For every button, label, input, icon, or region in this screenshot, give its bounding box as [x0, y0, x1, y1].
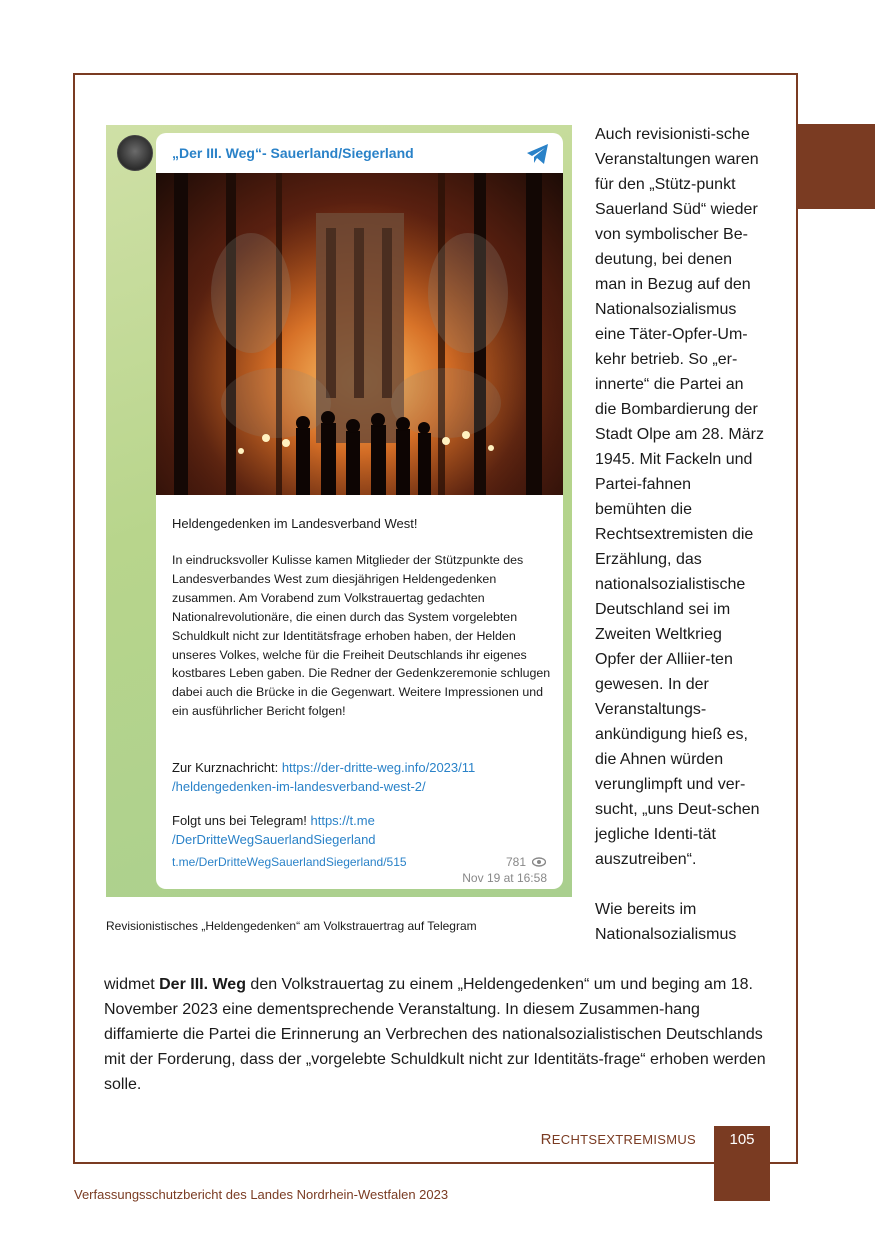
- post-body: In eindrucksvoller Kulisse kamen Mitglieder der Stützpunkte des Landesverbandes West zum diesjährigen Heldengedenken zusammen. Am Vorabend zum Volkstrauertag gedachten Nationalrevolutionäre, die einen durch das System vorgelebten Schuldkult nicht zur Identitätsfrage erhoben haben, der Helden unseres Volkes, welche für die Freiheit Deutschlands ihr eigenes kostbares Leben gaben. Die Redner der Gedenkzeremonie schlugen dabei auch die Brücke in die Gegenwart. Weitere Impressionen und ein ausführlicher Bericht folgen!: [172, 553, 551, 719]
- message-card: [156, 133, 563, 889]
- telegram-icon: [526, 143, 550, 165]
- section-label-rest: ECHTSEXTREMISMUS: [551, 1132, 696, 1147]
- post-timestamp: Nov 19 at 16:58: [462, 871, 547, 885]
- ceremony-photo-scene: [156, 173, 563, 495]
- figure-caption: Revisionistisches „Heldengedenken“ am Volkstrauertrag auf Telegram: [106, 919, 477, 933]
- side-paragraph-2: Wie bereits im Nationalsozialismus: [595, 901, 737, 943]
- telegram-screenshot: [106, 125, 572, 897]
- view-count: 781: [506, 855, 527, 869]
- short-news-line: [172, 758, 552, 796]
- body-paragraph: [104, 972, 769, 1097]
- section-label: [500, 1131, 696, 1148]
- telegram-link[interactable]: https://t.me /DerDritteWegSauerlandSiegerland: [172, 813, 376, 847]
- short-news-label: Zur Kurznachricht:: [172, 760, 282, 775]
- section-label-initial: R: [540, 1131, 552, 1148]
- side-paragraph-1: Auch revisionisti-sche Veranstaltungen waren für den „Stütz-punkt Sauerland Süd“ wieder von symbolischer Be-deutung, bei denen man in Bezug auf den Nationalsozialismus eine Täter-Opfer-Um-kehr betrieb. So „er-innerte“ die Partei an die Bombardierung der Stadt Olpe am 28. März 1945. Mit Fackeln und Partei-fahnen bemühten die Rechtsextremisten die Erzählung, das nationalsozialistische Deutschland sei im Zweiten Weltkrieg Opfer der Alliier-ten gewesen. In der Veranstaltungs-ankündigung hieß es, die Ahnen würden verunglimpft und ver-sucht, „uns Deut-schen jegliche Identi-tät auszutreiben“.: [595, 126, 764, 868]
- short-news-link[interactable]: https://der-dritte-weg.info/2023/11 /heldengedenken-im-landesverband-west-2/: [172, 760, 476, 794]
- body-rest: den Volkstrauertag zu einem „Heldengedenken“ um und beging am 18. November 2023 eine dementsprechende Veranstaltung. In diesem Zusammen-hang diffamierte die Partei die Erinnerung an Verbrechen des nationalsozialistischen Deutschlands mit der Forderung, dass der „vorgelebte Schuldkult nicht zur Identitäts-frage“ erhoben werden solle.: [104, 976, 766, 1093]
- channel-avatar: [117, 135, 153, 171]
- telegram-line: [172, 811, 552, 849]
- channel-name: „Der III. Weg“- Sauerland/Siegerland: [172, 145, 414, 161]
- chapter-tab: [798, 124, 875, 209]
- page-number-box: [714, 1126, 770, 1201]
- telegram-label: Folgt uns bei Telegram!: [172, 813, 311, 828]
- post-title: Heldengedenken im Landesverband West!: [172, 516, 418, 531]
- party-name: Der III. Weg: [159, 976, 246, 993]
- side-column-text: [595, 122, 765, 947]
- body-lead: widmet: [104, 976, 160, 993]
- post-permalink[interactable]: t.me/DerDritteWegSauerlandSiegerland/515: [172, 855, 407, 869]
- eye-icon: [532, 857, 546, 867]
- ceremony-photo: [156, 173, 563, 495]
- report-title: Verfassungsschutzbericht des Landes Nordrhein-Westfalen 2023: [74, 1187, 449, 1202]
- page-number: 105: [729, 1131, 755, 1148]
